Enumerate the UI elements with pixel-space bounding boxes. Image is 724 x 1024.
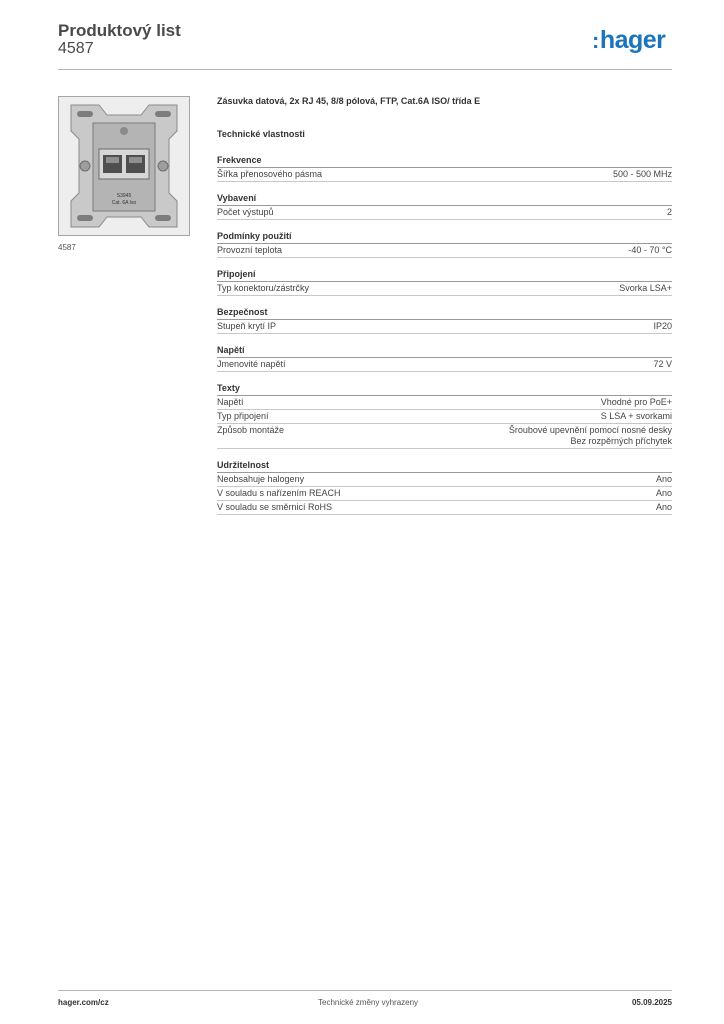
group-title: Připojení [217,267,672,282]
property-row [217,487,672,501]
socket-label-line2: Cat. 6A Iso [111,200,137,206]
property-label: Neobsahuje halogeny [217,474,305,484]
group-title: Frekvence [217,153,672,168]
property-groups [217,153,672,515]
property-row [217,410,672,424]
property-label: Šířka přenosového pásma [217,169,323,179]
property-label: Jmenovité napětí [217,359,286,369]
property-row [217,358,672,372]
group-title: Udržitelnost [217,458,672,473]
property-value: Ano [655,488,672,498]
product-image [58,96,190,236]
property-value: Ano [655,502,672,512]
property-value: Ano [655,474,672,484]
property-value: Vhodné pro PoE+ [600,397,672,407]
property-row [217,206,672,220]
property-group [217,458,672,515]
socket-label-line1: S3945 [116,193,132,199]
property-value: 72 V [653,359,672,369]
property-row [217,168,672,182]
property-group [217,343,672,372]
group-title: Napětí [217,343,672,358]
property-value: 2 [666,207,672,217]
logo-text: hager [599,26,666,54]
property-label: V souladu se směrnicí RoHS [217,502,333,512]
footer-note: Technické změny vyhrazeny [318,998,419,1007]
product-number: 4587 [58,40,94,57]
property-group [217,381,672,449]
property-group [217,267,672,296]
property-row [217,501,672,515]
property-label: Provozní teplota [217,245,283,255]
product-name: Zásuvka datová, 2x RJ 45, 8/8 pólová, FTP, Cat.6A ISO/ třída E [217,96,481,106]
property-label: Počet výstupů [217,207,274,217]
property-group [217,153,672,182]
property-row [217,424,672,449]
product-details [217,96,672,524]
header-divider [58,69,672,70]
property-value: Šroubové upevnění pomocí nosné desky Bez rozpěrných příchytek [508,425,672,446]
footer-divider [58,990,672,991]
footer-date: 05.09.2025 [631,998,672,1007]
property-group [217,305,672,334]
property-value: S LSA + svorkami [600,411,672,421]
data-socket-illustration [59,97,189,235]
footer-website: hager.com/cz [58,998,109,1007]
section-title: Technické vlastnosti [217,129,305,139]
property-row [217,473,672,487]
group-title: Bezpečnost [217,305,672,320]
property-label: Typ připojení [217,411,269,421]
property-label: Typ konektoru/zástrčky [217,283,310,293]
property-row [217,396,672,410]
property-group [217,191,672,220]
group-title: Texty [217,381,672,396]
property-label: Stupeň krytí IP [217,321,277,331]
property-label: Způsob montáže [217,425,285,435]
property-label: Napětí [217,397,244,407]
image-caption: 4587 [58,243,76,252]
property-value: Svorka LSA+ [619,283,672,293]
group-title: Vybavení [217,191,672,206]
page-title: Produktový list [58,21,181,40]
group-title: Podmínky použití [217,229,672,244]
property-group [217,229,672,258]
property-value: IP20 [653,321,672,331]
property-row [217,244,672,258]
property-row [217,320,672,334]
property-value: 500 - 500 MHz [612,169,672,179]
property-label: V souladu s nařízením REACH [217,488,341,498]
hager-logo: :hager [592,26,666,54]
property-value: -40 - 70 °C [628,245,672,255]
property-row [217,282,672,296]
